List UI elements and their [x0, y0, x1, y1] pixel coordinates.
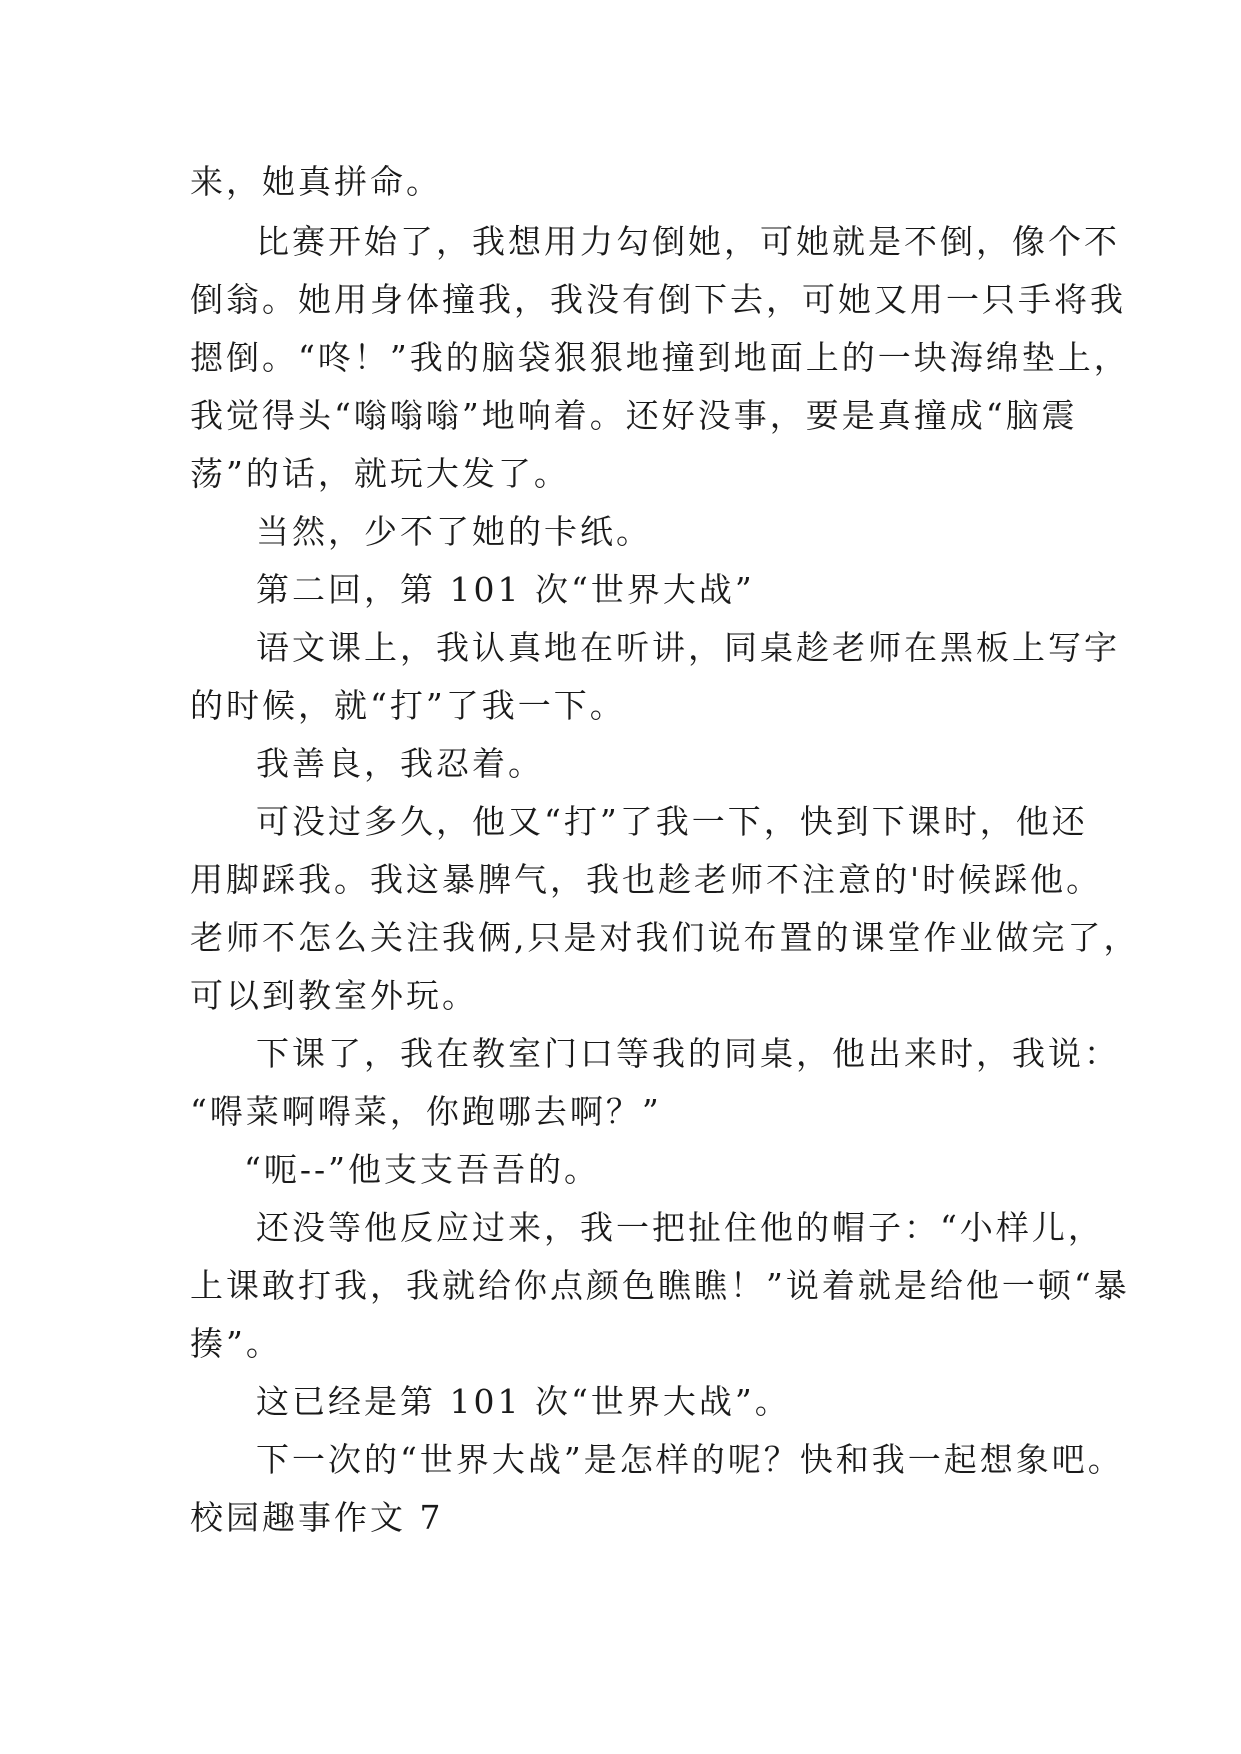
paragraph-start-line: 还没等他反应过来，我一把扯住他的帽子：“小样儿，: [256, 1208, 1104, 1247]
text-line: 的时候，就“打”了我一下。: [190, 686, 626, 725]
text-line: 倒翁。她用身体撞我，我没有倒下去，可她又用一只手将我: [190, 280, 1126, 319]
paragraph-start-line: 语文课上，我认真地在听讲，同桌趁老师在黑板上写字: [256, 628, 1120, 667]
paragraph-start-line: 可没过多久，他又“打”了我一下，快到下课时，他还: [256, 802, 1088, 841]
text-line: 摁倒。“咚！”我的脑袋狠狠地撞到地面上的一块海绵垫上，: [190, 338, 1130, 377]
paragraph-start-line: 下一次的“世界大战”是怎样的呢？快和我一起想象吧。: [256, 1440, 1124, 1479]
text-line: 我觉得头“嗡嗡嗡”地响着。还好没事，要是真撞成“脑震: [190, 396, 1078, 435]
text-line: 揍”。: [190, 1324, 282, 1363]
text-line: 来，她真拼命。: [190, 162, 442, 201]
paragraph-start-line: 我善良，我忍着。: [256, 744, 544, 783]
text-line: “嘚菜啊嘚菜，你跑哪去啊？”: [190, 1092, 662, 1131]
paragraph-start-line: 当然，少不了她的卡纸。: [256, 512, 652, 551]
text-line: 用脚踩我。我这暴脾气，我也趁老师不注意的'时候踩他。: [190, 860, 1103, 899]
paragraph-start-line: “呃--”他支支吾吾的。: [244, 1150, 601, 1189]
text-line: 荡”的话，就玩大发了。: [190, 454, 570, 493]
text-line: 上课敢打我，我就给你点颜色瞧瞧！”说着就是给他一顿“暴: [190, 1266, 1130, 1305]
text-line: 可以到教室外玩。: [190, 976, 478, 1015]
paragraph-start-line: 这已经是第 101 次“世界大战”。: [256, 1382, 791, 1421]
text-line: 老师不怎么关注我俩,只是对我们说布置的课堂作业做完了，: [190, 918, 1140, 957]
paragraph-start-line: 下课了，我在教室门口等我的同桌，他出来时，我说：: [256, 1034, 1120, 1073]
section-title: 校园趣事作文 7: [190, 1498, 444, 1537]
paragraph-start-line: 比赛开始了，我想用力勾倒她，可她就是不倒，像个不: [256, 222, 1120, 261]
section-heading: 第二回，第 101 次“世界大战”: [256, 570, 755, 609]
